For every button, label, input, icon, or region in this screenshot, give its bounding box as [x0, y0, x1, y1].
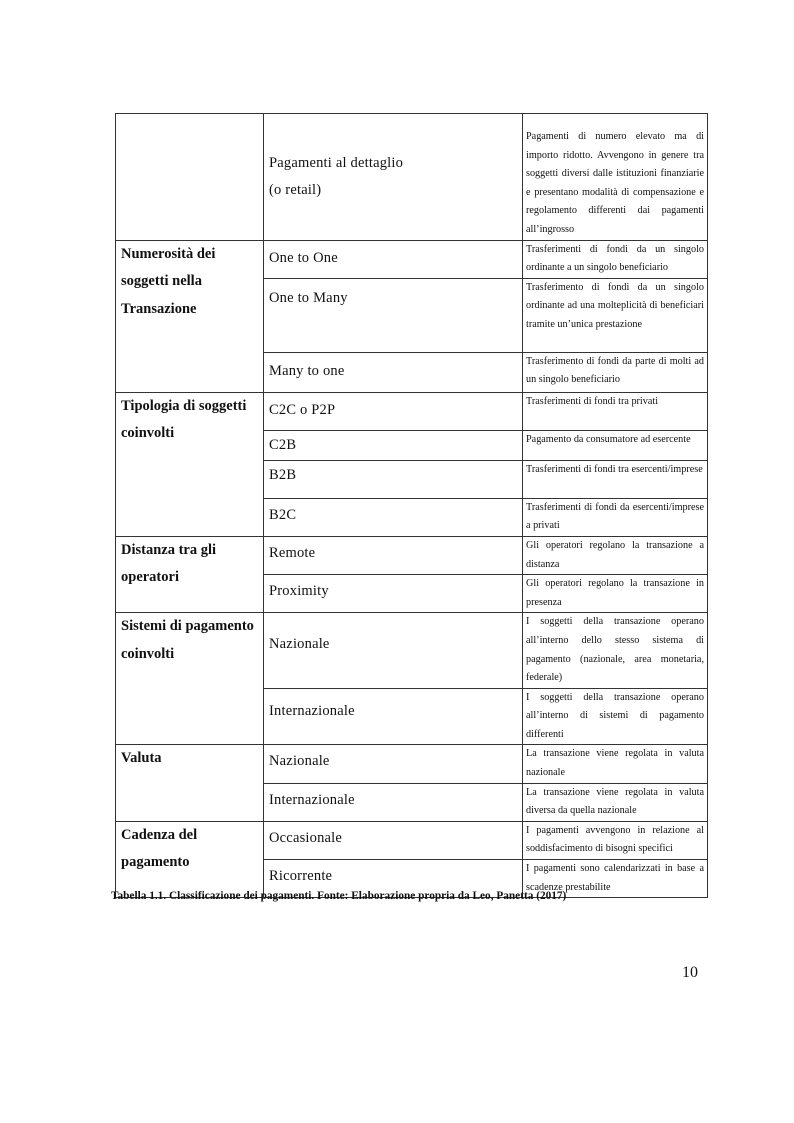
table-row	[116, 392, 708, 430]
description-cell: La transazione viene regolata in valuta diversa da quella nazionale	[523, 783, 708, 821]
category-cell: Sistemi di pagamento coinvolti	[116, 613, 264, 745]
description-cell: Trasferimento di fondi da parte di molti ad un singolo beneficiario	[523, 352, 708, 392]
type-cell: Many to one	[264, 352, 523, 392]
category-cell: Distanza tra gli operatori	[116, 536, 264, 612]
type-cell: One to Many	[264, 278, 523, 352]
table-caption: Tabella 1.1. Classificazione dei pagamenti. Fonte: Elaborazione propria da Leo, Panetta (2017)	[111, 890, 567, 902]
category-cell	[116, 114, 264, 241]
type-cell: Internazionale	[264, 783, 523, 821]
type-cell: B2B	[264, 460, 523, 498]
description-cell: I pagamenti sono calendarizzati in base a scadenze prestabilite	[523, 860, 708, 898]
description-cell: I pagamenti avvengono in relazione al soddisfacimento di bisogni specifici	[523, 821, 708, 859]
category-cell: Valuta	[116, 745, 264, 821]
table-row	[116, 745, 708, 783]
category-cell: Cadenza del pagamento	[116, 821, 264, 897]
type-cell: Remote	[264, 536, 523, 574]
description-cell: Trasferimenti di fondi da esercenti/imprese a privati	[523, 498, 708, 536]
type-cell: Ricorrente	[264, 860, 523, 898]
type-cell: C2C o P2P	[264, 392, 523, 430]
description-cell: Trasferimenti di fondi tra privati	[523, 392, 708, 430]
table-row	[116, 821, 708, 859]
payments-classification-table	[115, 113, 708, 898]
type-cell: Proximity	[264, 575, 523, 613]
description-cell: Pagamenti di numero elevato ma di importo ridotto. Avvengono in genere tra soggetti diversi dalle istituzioni finanziarie e presentano modalità di compensazione e regolamento differenti dai pagamenti all’ingrosso	[523, 114, 708, 241]
description-cell: Trasferimenti di fondi tra esercenti/imprese	[523, 460, 708, 498]
table-row	[116, 114, 708, 241]
table-row	[116, 536, 708, 574]
table-row	[116, 613, 708, 688]
page-number: 10	[682, 964, 698, 981]
description-cell: Trasferimento di fondi da un singolo ordinante ad una molteplicità di beneficiari tramite un’unica prestazione	[523, 278, 708, 352]
type-cell: One to One	[264, 240, 523, 278]
category-cell: Numerosità dei soggetti nella Transazione	[116, 240, 264, 392]
type-cell: Internazionale	[264, 688, 523, 745]
table-row	[116, 240, 708, 278]
type-cell: C2B	[264, 430, 523, 460]
type-cell: Nazionale	[264, 745, 523, 783]
description-cell: Trasferimenti di fondi da un singolo ordinante a un singolo beneficiario	[523, 240, 708, 278]
description-cell: I soggetti della transazione operano all’interno dello stesso sistema di pagamento (nazionale, area monetaria, federale)	[523, 613, 708, 688]
type-cell: Pagamenti al dettaglio (o retail)	[264, 114, 523, 241]
description-cell: I soggetti della transazione operano all’interno di sistemi di pagamento differenti	[523, 688, 708, 745]
type-cell: B2C	[264, 498, 523, 536]
type-cell: Nazionale	[264, 613, 523, 688]
category-cell: Tipologia di soggetti coinvolti	[116, 392, 264, 536]
description-cell: Gli operatori regolano la transazione a distanza	[523, 536, 708, 574]
description-cell: Pagamento da consumatore ad esercente	[523, 430, 708, 460]
type-cell: Occasionale	[264, 821, 523, 859]
description-cell: La transazione viene regolata in valuta nazionale	[523, 745, 708, 783]
description-cell: Gli operatori regolano la transazione in presenza	[523, 575, 708, 613]
